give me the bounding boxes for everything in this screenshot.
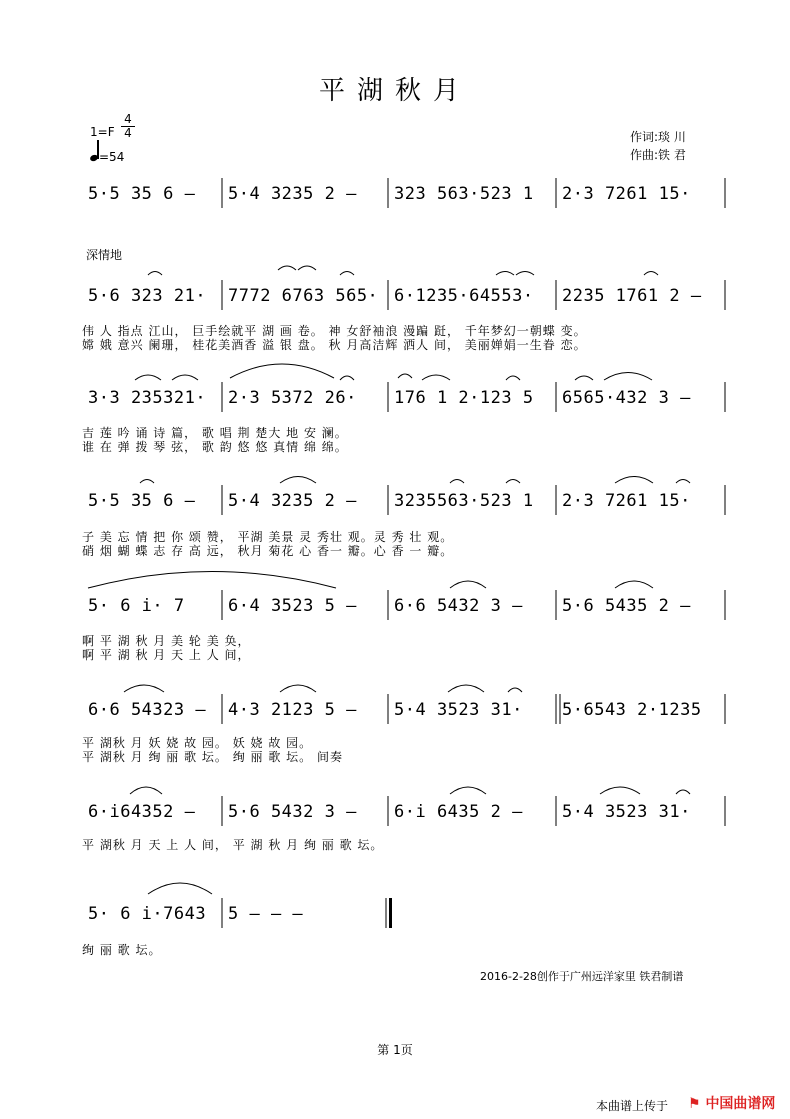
- logo-icon: ⚑: [688, 1096, 701, 1112]
- slur: [340, 376, 354, 380]
- lyrics-verse-1: 平 湖秋 月 妖 娆 故 园。 妖 娆 故 园。: [82, 736, 313, 750]
- slur: [496, 272, 514, 276]
- measure-notes: 5· 6 i·7643: [88, 904, 207, 924]
- slur: [298, 266, 316, 270]
- measure-notes: 6·6 5432 3 –: [394, 596, 523, 616]
- lyrics-verse-1: 平 湖秋 月 天 上 人 间， 平 湖 秋 月 绚 丽 歌 坛。: [82, 838, 384, 852]
- page-number: 第 1页: [377, 1043, 413, 1057]
- measure-notes: 3·3 235321·: [88, 388, 207, 408]
- measure-notes: 5·4 3523 31·: [562, 802, 691, 822]
- measure-notes: 323 563·523 1: [394, 184, 534, 204]
- slur: [448, 685, 484, 692]
- measure-notes: 5·4 3523 31·: [394, 700, 523, 720]
- slur: [615, 477, 653, 484]
- upload-text: 本曲谱上传于: [596, 1099, 669, 1113]
- slurs: [88, 266, 690, 894]
- measure-notes: 5·6 5435 2 –: [562, 596, 691, 616]
- measure-notes: 6·i 6435 2 –: [394, 802, 523, 822]
- lyrics-verse-2: 啊 平 湖 秋 月 天 上 人 间，: [82, 648, 251, 662]
- composer-credit: 作曲:铁 君: [630, 148, 686, 162]
- tempo-marking: [90, 140, 124, 164]
- measure-notes: 176 1 2·123 5: [394, 388, 534, 408]
- lyrics-verse-2: 嫦 娥 意兴 阑珊， 桂花美酒香 溢 银 盘。 秋 月高洁辉 洒人 间， 美丽婵娟一生眷 恋。: [82, 338, 587, 352]
- slur: [88, 572, 336, 589]
- lyrics-verse-2: 平 湖秋 月 绚 丽 歌 坛。 绚 丽 歌 坛。 间奏: [82, 750, 343, 764]
- measure-notes: 4·3 2123 5 –: [228, 700, 357, 720]
- slur: [398, 374, 412, 378]
- measure-notes: 5·6 323 21·: [88, 286, 207, 306]
- measure-notes: 6·4 3523 5 –: [228, 596, 357, 616]
- measure-notes: 5·6543 2·1235: [562, 700, 702, 720]
- lyrics-verse-1: 子 美 忘 情 把 你 颂 赞， 平湖 美景 灵 秀壮 观。灵 秀 壮 观。: [82, 530, 454, 544]
- measure-notes: 5·4 3235 2 –: [228, 491, 357, 511]
- slur: [644, 272, 658, 276]
- measure-notes: 6565·432 3 –: [562, 388, 691, 408]
- lyrics-verse-2: 硝 烟 蝴 蝶 志 存 高 远， 秋月 菊花 心 香一 瓣。心 香 一 瓣。: [82, 544, 454, 558]
- slur: [130, 787, 162, 794]
- slur: [575, 376, 593, 380]
- creation-note: 2016-2-28创作于广州远洋家里 铁君制谱: [480, 970, 684, 983]
- slur: [450, 581, 486, 588]
- measure-notes: 5 – – –: [228, 904, 304, 924]
- lyrics-verse-1: 吉 莲 吟 诵 诗 篇， 歌 唱 荆 楚大 地 安 澜。: [82, 426, 348, 440]
- slur: [148, 272, 162, 276]
- lyrics-verse-1: 绚 丽 歌 坛。: [82, 943, 162, 957]
- slur: [135, 375, 161, 380]
- slur: [280, 685, 316, 692]
- slur: [450, 480, 464, 484]
- slur: [516, 272, 534, 276]
- time-signature-bottom: 4: [124, 126, 132, 140]
- time-signature: [121, 113, 135, 140]
- slur: [676, 480, 690, 484]
- measure-notes: 5·6 5432 3 –: [228, 802, 357, 822]
- slur: [148, 883, 212, 894]
- slur: [450, 787, 486, 794]
- lyrics-verse-1: 伟 人 指点 江山， 巨手绘就平 湖 画 卷。 神 女舒袖浪 漫蹁 跹， 千年梦幻一朝蝶 变。: [82, 324, 587, 338]
- measure-notes: 5·5 35 6 –: [88, 491, 196, 511]
- measure-notes: 2235 1761 2 –: [562, 286, 702, 306]
- measure-notes: 6·1235·64553·: [394, 286, 534, 306]
- measure-notes: 6·6 54323 –: [88, 700, 207, 720]
- lyrics-verse-1: 啊 平 湖 秋 月 美 轮 美 奂，: [82, 634, 251, 648]
- slur: [230, 364, 334, 378]
- slur: [506, 376, 520, 380]
- slur: [422, 375, 450, 380]
- slur: [615, 581, 653, 588]
- measure-notes: 2·3 5372 26·: [228, 388, 357, 408]
- quarter-note-icon: [90, 140, 99, 164]
- site-logo[interactable]: [688, 1093, 775, 1113]
- key-signature: 1=F: [90, 125, 115, 139]
- measure-notes: 6·i64352 –: [88, 802, 196, 822]
- slur: [600, 787, 640, 794]
- lyricist-credit: 作词:琰 川: [630, 130, 686, 144]
- slur: [508, 688, 522, 692]
- slur: [340, 272, 354, 276]
- slur: [506, 480, 520, 484]
- measure-notes: 2·3 7261 15·: [562, 184, 691, 204]
- expression-marking: 深情地: [86, 248, 123, 262]
- lyrics-verse-2: 谁 在 弹 拨 琴 弦， 歌 韵 悠 悠 真情 绵 绵。: [82, 440, 348, 454]
- measure-notes: 7772 6763 565·: [228, 286, 379, 306]
- slur: [676, 790, 690, 794]
- slur: [172, 375, 198, 380]
- measure-notes: 5·5 35 6 –: [88, 184, 196, 204]
- measure-notes: 2·3 7261 15·: [562, 491, 691, 511]
- measure-notes: 3235563·523 1: [394, 491, 534, 511]
- slur: [278, 266, 296, 270]
- slur: [280, 477, 316, 484]
- time-signature-top: 4: [124, 112, 132, 126]
- page-title: 平湖秋月: [318, 76, 471, 106]
- slur: [140, 480, 154, 484]
- measure-notes: 5·4 3235 2 –: [228, 184, 357, 204]
- slur: [124, 685, 164, 692]
- slur: [604, 373, 652, 381]
- final-barline-thick: [389, 898, 392, 928]
- logo-text: 中国曲谱网: [705, 1096, 776, 1112]
- measure-notes: 5· 6 i· 7: [88, 596, 185, 616]
- tempo-value: =54: [99, 150, 125, 164]
